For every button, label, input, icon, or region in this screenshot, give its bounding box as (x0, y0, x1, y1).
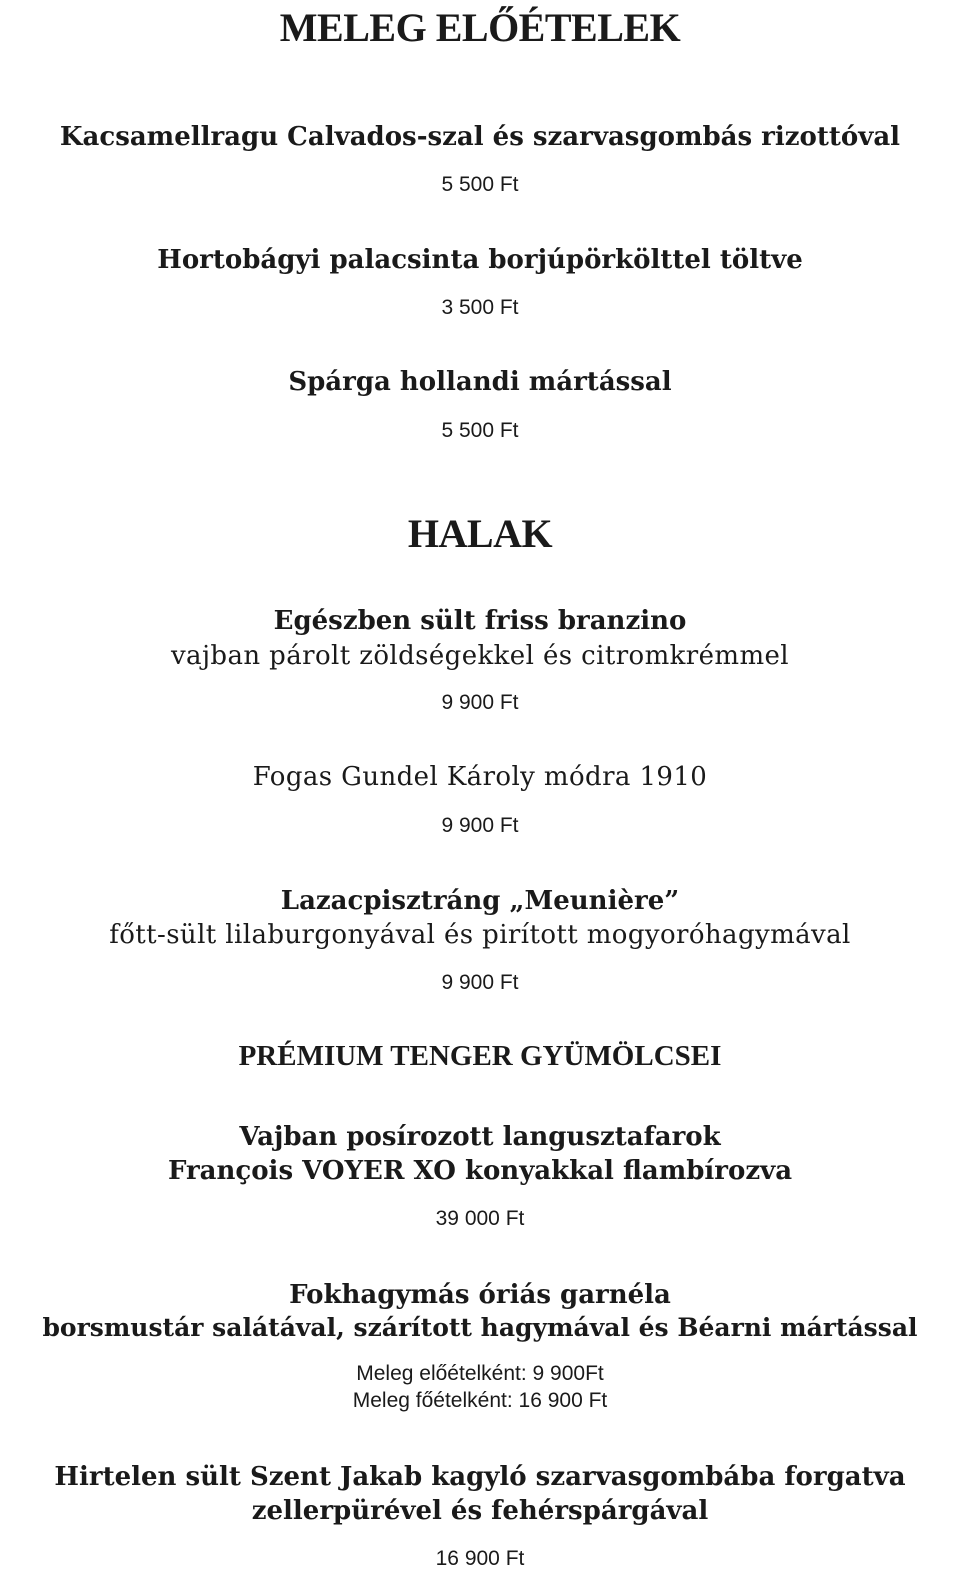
dish-price-main: Meleg főételként: 16 900 Ft (352, 1389, 608, 1412)
dish-name: Egészben sült friss branzino (273, 606, 687, 636)
dish-name: Fokhagymás óriás garnéla (289, 1280, 671, 1310)
dish-name: Fogas Gundel Károly módra 1910 (252, 762, 708, 792)
dish-price: 16 900 Ft (435, 1547, 525, 1570)
dish-price: 3 500 Ft (441, 296, 519, 319)
section-title-warm-starters: MELEG ELŐÉTELEK (279, 5, 681, 50)
dish-price-starter: Meleg előételként: 9 900Ft (356, 1362, 604, 1385)
dish-price: 5 500 Ft (441, 173, 519, 196)
dish-price: 39 000 Ft (435, 1207, 525, 1230)
dish-name: Spárga hollandi mártással (288, 367, 672, 397)
dish-name: Kacsamellragu Calvados-szal és szarvasgombás rizottóval (59, 122, 901, 152)
dish-price: 9 900 Ft (441, 814, 519, 837)
section-title-seafood: PRÉMIUM TENGER GYÜMÖLCSEI (238, 1040, 722, 1072)
dish-description: főtt-sült lilaburgonyával és pirított mogyoróhagymával (109, 920, 851, 950)
dish-description: zellerpürével és fehérspárgával (251, 1496, 709, 1526)
dish-description: vajban párolt zöldségekkel és citromkrémmel (170, 641, 790, 671)
dish-description: borsmustár salátával, szárított hagymával és Béarni mártással (42, 1313, 918, 1342)
dish-name: Hortobágyi palacsinta borjúpörkölttel töltve (157, 245, 803, 275)
dish-name: Lazacpisztráng „Meunière” (280, 886, 680, 916)
dish-description: François VOYER XO konyakkal flambírozva (167, 1156, 793, 1186)
section-title-fish: HALAK (407, 511, 553, 556)
dish-price: 9 900 Ft (441, 971, 519, 994)
dish-name: Vajban posírozott langusztafarok (239, 1122, 721, 1152)
dish-price: 9 900 Ft (441, 691, 519, 714)
dish-price: 5 500 Ft (441, 419, 519, 442)
dish-name: Hirtelen sült Szent Jakab kagyló szarvasgombába forgatva (54, 1462, 906, 1492)
